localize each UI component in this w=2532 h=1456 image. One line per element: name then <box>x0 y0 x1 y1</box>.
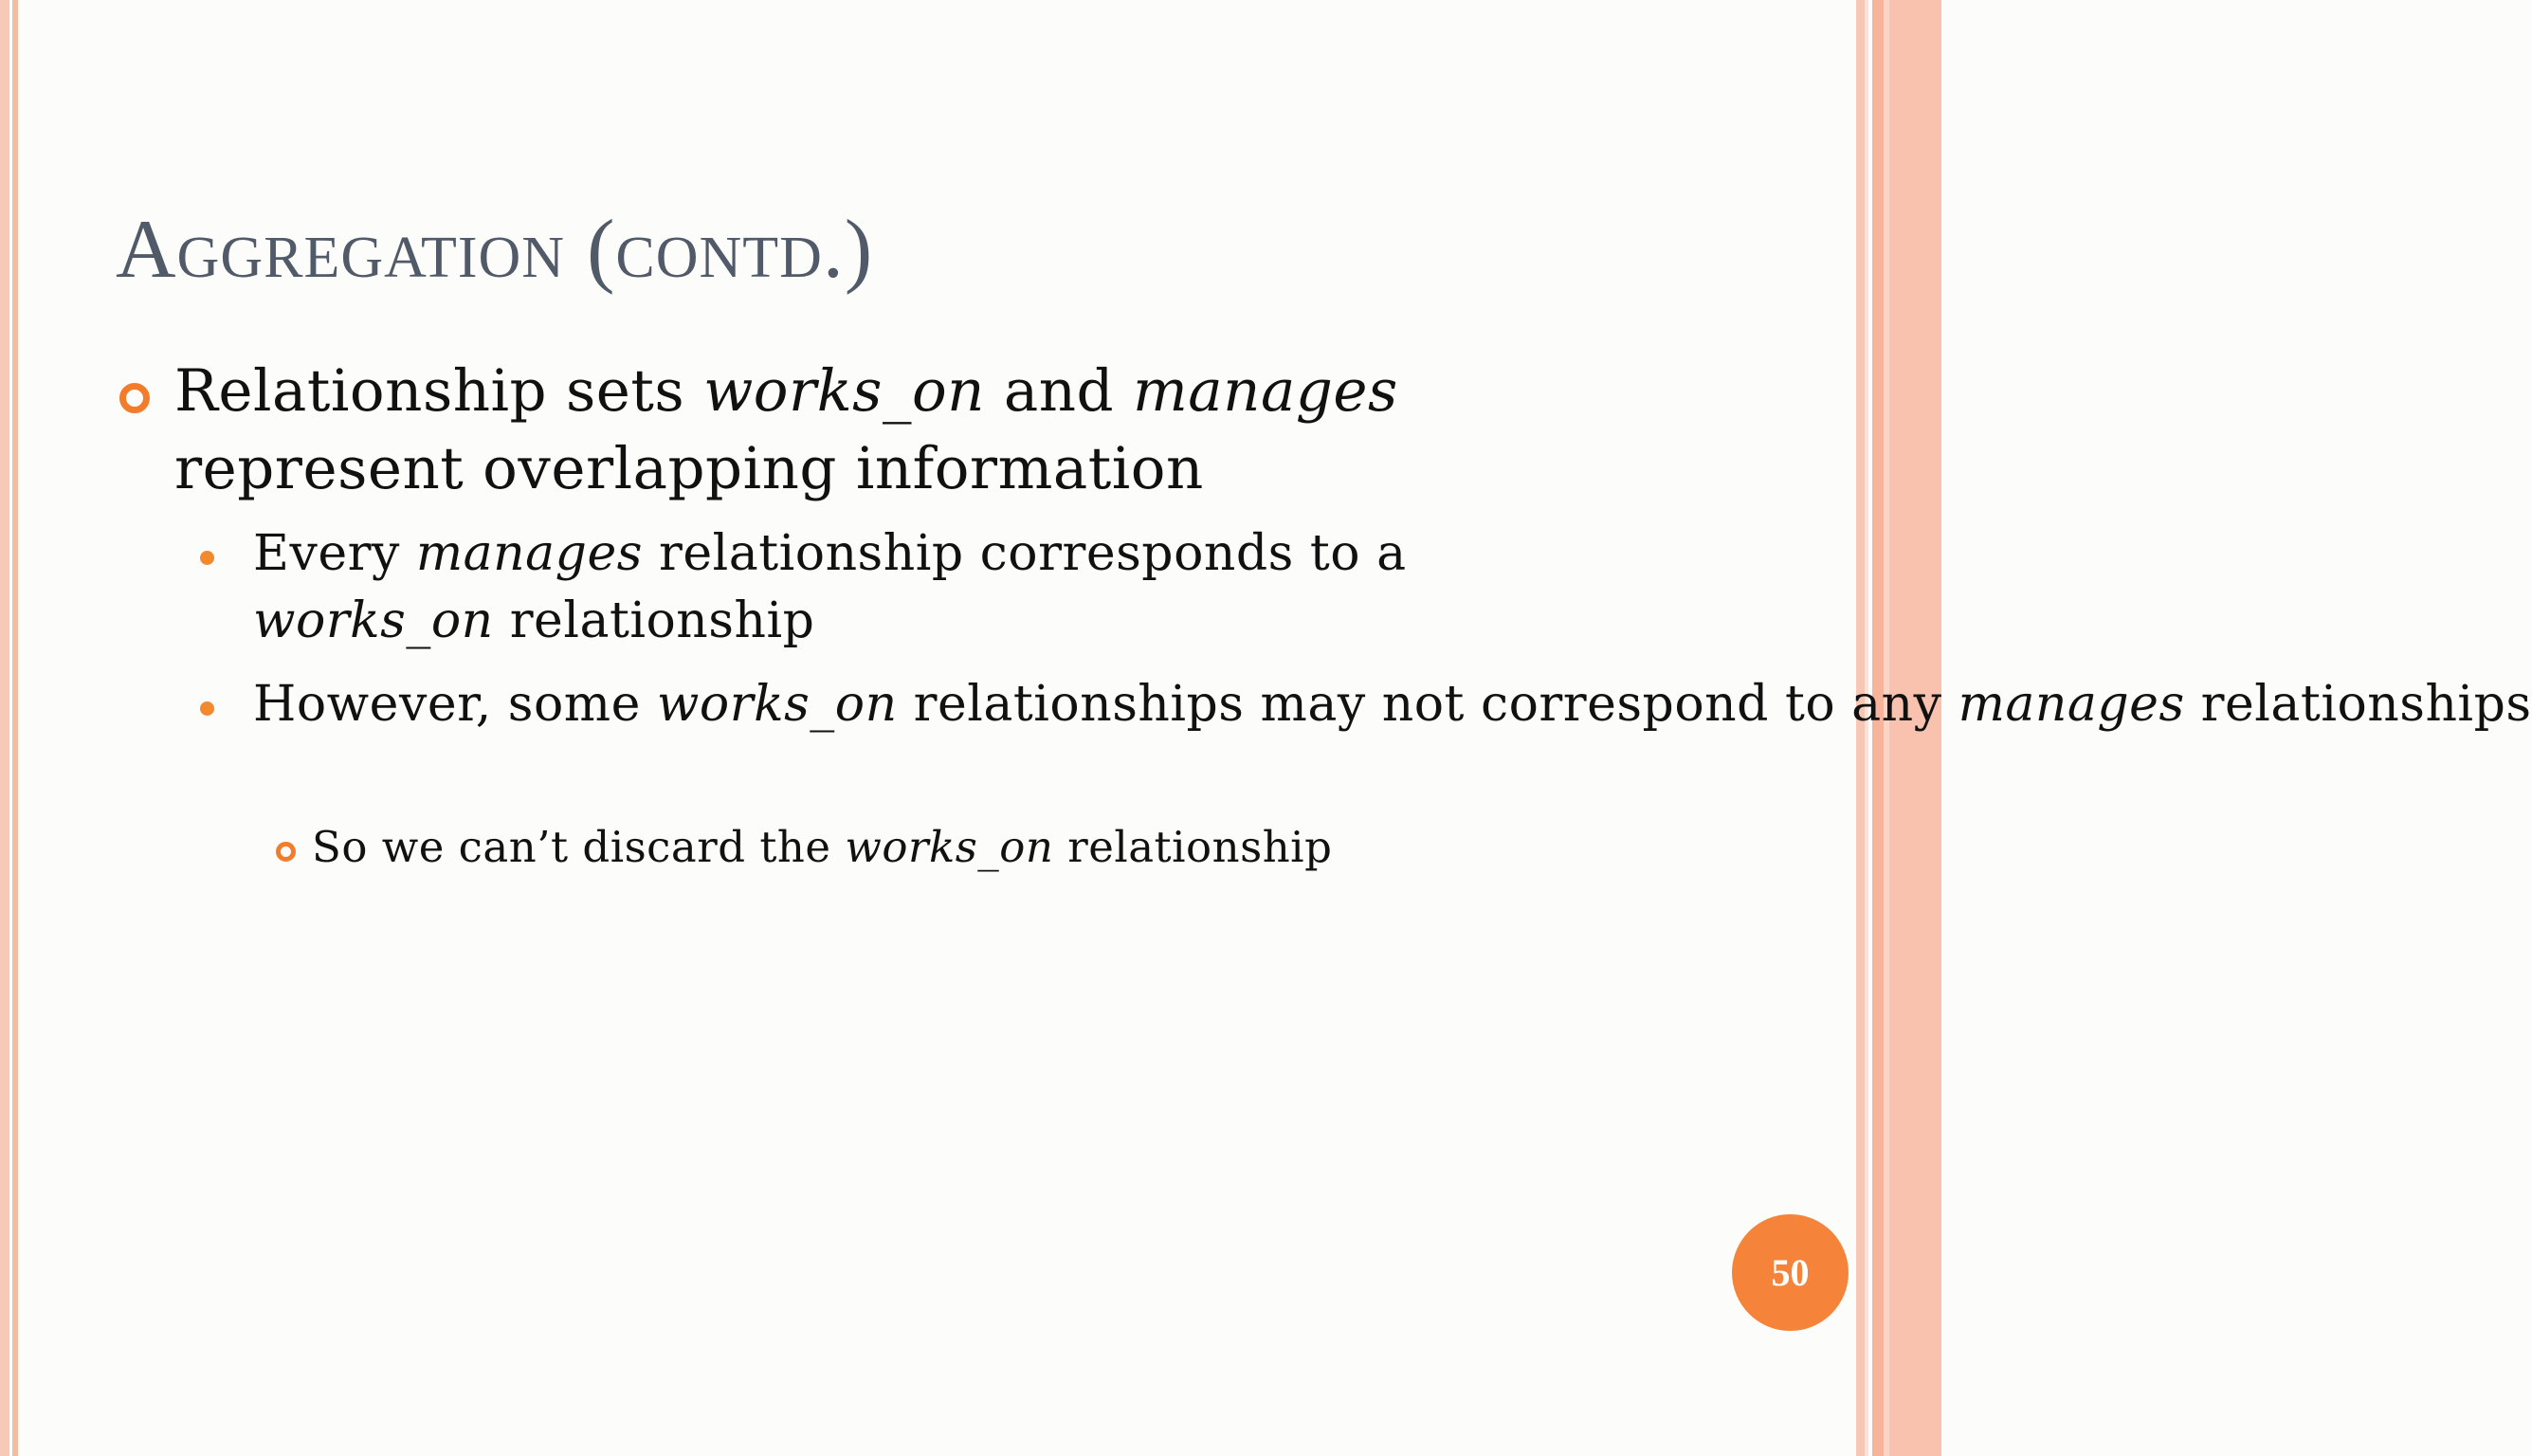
bullet1-text: Relationship sets <box>174 357 704 425</box>
bullet-level2-every-manages <box>253 520 1580 655</box>
bullet2-emphasis-manages: manages <box>415 525 643 582</box>
circle-ring-icon <box>276 842 296 862</box>
page-number-badge <box>1732 1214 1849 1331</box>
bullet4-emphasis-works-on: works_on <box>845 822 1054 872</box>
left-border-stripe-inner <box>12 0 18 1456</box>
bullet2-emphasis-works-on: works_on <box>253 592 494 649</box>
bullet3-emphasis-works-on: works_on <box>656 676 898 733</box>
bullet2-text-end: relationship <box>493 592 815 649</box>
filled-dot-icon <box>200 551 214 565</box>
bullet2-text: Every <box>253 525 416 582</box>
left-border-stripe <box>0 0 9 1456</box>
bullet3-emphasis-manages: manages <box>1958 676 2185 733</box>
bullet1-text-and: and <box>984 357 1133 425</box>
circle-ring-icon <box>119 383 150 413</box>
bullet3-text-middle: relationships may not correspond to any <box>897 676 1958 733</box>
bullet2-text-middle: relationship corresponds to a <box>642 525 1407 582</box>
page-number: 50 <box>1771 1251 1810 1294</box>
slide-title: Aggregation (contd.) <box>116 204 874 296</box>
bullet1-emphasis-works-on: works_on <box>703 357 985 425</box>
bullet3-text-end: relationships <box>2184 676 2532 733</box>
bullet-level1 <box>174 353 1653 508</box>
bullet1-text-end: represent overlapping information <box>174 435 1204 502</box>
bullet4-text-end: relationship <box>1053 822 1333 872</box>
bullet4-text: So we can’t discard the <box>312 822 846 872</box>
bullet1-emphasis-manages: manages <box>1132 357 1398 425</box>
bullet-level3 <box>312 817 1544 878</box>
filled-dot-icon <box>200 701 214 716</box>
bullet-level2-however <box>253 671 2532 738</box>
bullet3-text: However, some <box>253 676 657 733</box>
